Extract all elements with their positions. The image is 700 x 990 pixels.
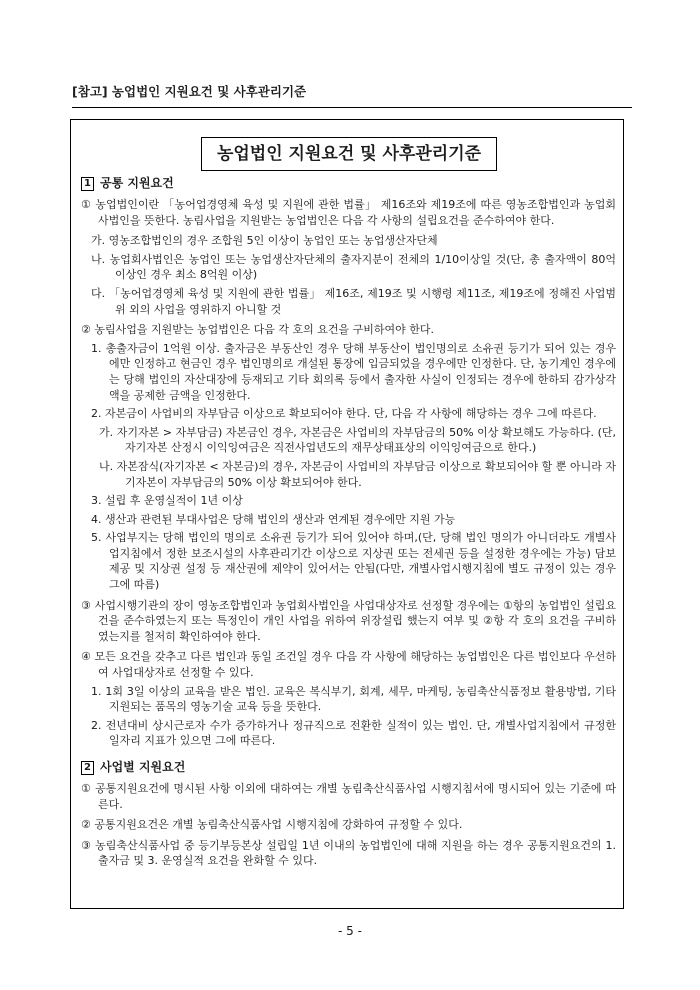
sec1-clause-2-item-2-na: 나. 자본잠식(자기자본 < 자본금)의 경우, 자본금이 사업비의 자부담금 이상으로 확보되어야 할 뿐 아니라 자기자본이 자부담금의 50% 이상 확보되어야 한다.: [99, 459, 616, 489]
sec1-clause-1-ga: 가. 영농조합법인의 경우 조합원 5인 이상이 농업인 또는 농업생산자단체: [91, 234, 438, 248]
sec1-clause-4-item-2: 2. 전년대비 상시근로자 수가 증가하거나 정규직으로 전환한 실적이 있는 법인. 단, 개별사업지침에서 규정한 일자리 지표가 있으면 그에 따른다.: [91, 718, 616, 748]
sec1-clause-2-item-1: 1. 총출자금이 1억원 이상. 출자금은 부동산인 경우 당해 부동산이 법인명의로 소유권 등기가 되어 있는 경우에만 인정하고 현금인 경우 법인명의로 개설된 통장에 입금되었을 경우에만 인정한다. 단, 농기계인 경우에는 당해 법인의 자산대장에 등재되고 기타 회의록 등에서 출자한 사실이 인정되는 경우에 한하되 감가상각액을 공제한 금액을 인정한다.: [91, 341, 616, 402]
section-1-title: 공통 지원요건: [100, 176, 174, 190]
page-number: - 5 -: [338, 924, 362, 938]
document-frame: [70, 119, 624, 909]
document-body: [81, 175, 616, 872]
sec1-clause-2-item-2-ga: 가. 자기자본 > 자부담금) 자본금인 경우, 자본금은 사업비의 자부담금의 50% 이상 확보해도 가능하다. (단, 자기자본 산정시 이익잉여금은 직전사업년도의 재무상태표상의 이익잉여금으로 한다.): [99, 425, 616, 455]
sec2-clause-3: ③ 농림축산식품사업 중 등기부등본상 설립일 1년 이내의 농업법인에 대해 지원을 하는 경우 공통지원요건의 1. 출자금 및 3. 운영실적 요건을 완화할 수 있다.: [81, 838, 616, 868]
section-2-number: 2: [81, 761, 94, 775]
section-2-title: 사업별 지원요건: [100, 760, 186, 774]
sec1-clause-1: ① 농업법인이란 「농어업경영체 육성 및 지원에 관한 법률」 제16조와 제19조에 따른 영농조합법인과 농업회사법인을 뜻한다. 농림사업을 지원받는 농업법인은 다음 각 사항의 설립요건을 준수하여야 한다.: [81, 198, 616, 227]
sec2-clause-2: ② 공통지원요건은 개별 농림축산식품사업 시행지침에 강화하여 규정할 수 있다.: [81, 818, 463, 832]
document-title: 농업법인 지원요건 및 사후관리기준: [201, 137, 497, 171]
sec1-clause-2-item-4: 4. 생산과 관련된 부대사업은 당해 법인의 생산과 연계된 경우에만 지원 가능: [91, 512, 456, 526]
sec1-clause-1-da: 다. 「농어업경영체 육성 및 지원에 관한 법률」 제16조, 제19조 및 시행령 제11조, 제19조에 정해진 사업범위 외의 사업을 영위하지 아니할 것: [91, 286, 616, 316]
sec1-clause-3: ③ 사업시행기관의 장이 영농조합법인과 농업회사법인을 사업대상자로 선정할 경우에는 ①항의 농업법인 설립요건을 준수하였는지 또는 특정인이 개인 사업을 위하여 위장설립 했는지 여부 및 ②항 각 호의 요건을 구비하였는지를 철저히 확인하여야 한다.: [81, 598, 616, 643]
section-1-number: 1: [81, 177, 94, 191]
reference-header: [참고] 농업법인 지원요건 및 사후관리기준: [72, 82, 632, 108]
sec1-clause-1-na: 나. 농업회사법인은 농업인 또는 농업생산자단체의 출자지분이 전체의 1/10이상일 것(단, 총 출자액이 80억 이상인 경우 최소 8억원 이상): [91, 252, 616, 282]
section-2-heading: [81, 759, 616, 775]
sec1-clause-2-item-3: 3. 설립 후 운영실적이 1년 이상: [91, 494, 243, 508]
sec1-clause-4-item-1: 1. 1회 3일 이상의 교육을 받은 법인. 교육은 복식부기, 회계, 세무, 마케팅, 농림축산식품정보 활용방법, 기타 지원되는 품목의 영농기술 교육 등을 뜻한다.: [91, 684, 616, 714]
sec1-clause-2-item-5: 5. 사업부지는 당해 법인의 명의로 소유권 등기가 되어 있어야 하며,(단, 당해 법인 명의가 아니더라도 개별사업지침에서 정한 보조시설의 사후관리기간 이상으로 지상권 또는 전세권 등을 설정한 경우에는 가능) 담보제공 및 지상권 설정 등 재산권에 제약이 있어서는 안됨(다만, 개별사업시행지침에 별도 규정이 있는 경우 그에 따름): [91, 531, 616, 592]
sec2-clause-1: ① 공통지원요건에 명시된 사항 이외에 대하여는 개별 농림축산식품사업 시행지침서에 명시되어 있는 기준에 따른다.: [81, 782, 616, 811]
sec1-clause-2-item-2: 2. 자본금이 사업비의 자부담금 이상으로 확보되어야 한다. 단, 다음 각 사항에 해당하는 경우 그에 따른다.: [91, 407, 597, 421]
sec1-clause-2: ② 농림사업을 지원받는 농업법인은 다음 각 호의 요건을 구비하여야 한다.: [81, 323, 434, 337]
section-1-heading: [81, 175, 616, 191]
sec1-clause-4: ④ 모든 요건을 갖추고 다른 법인과 동일 조건일 경우 다음 각 사항에 해당하는 농업법인은 다른 법인보다 우선하여 사업대상자로 선정할 수 있다.: [81, 650, 616, 680]
